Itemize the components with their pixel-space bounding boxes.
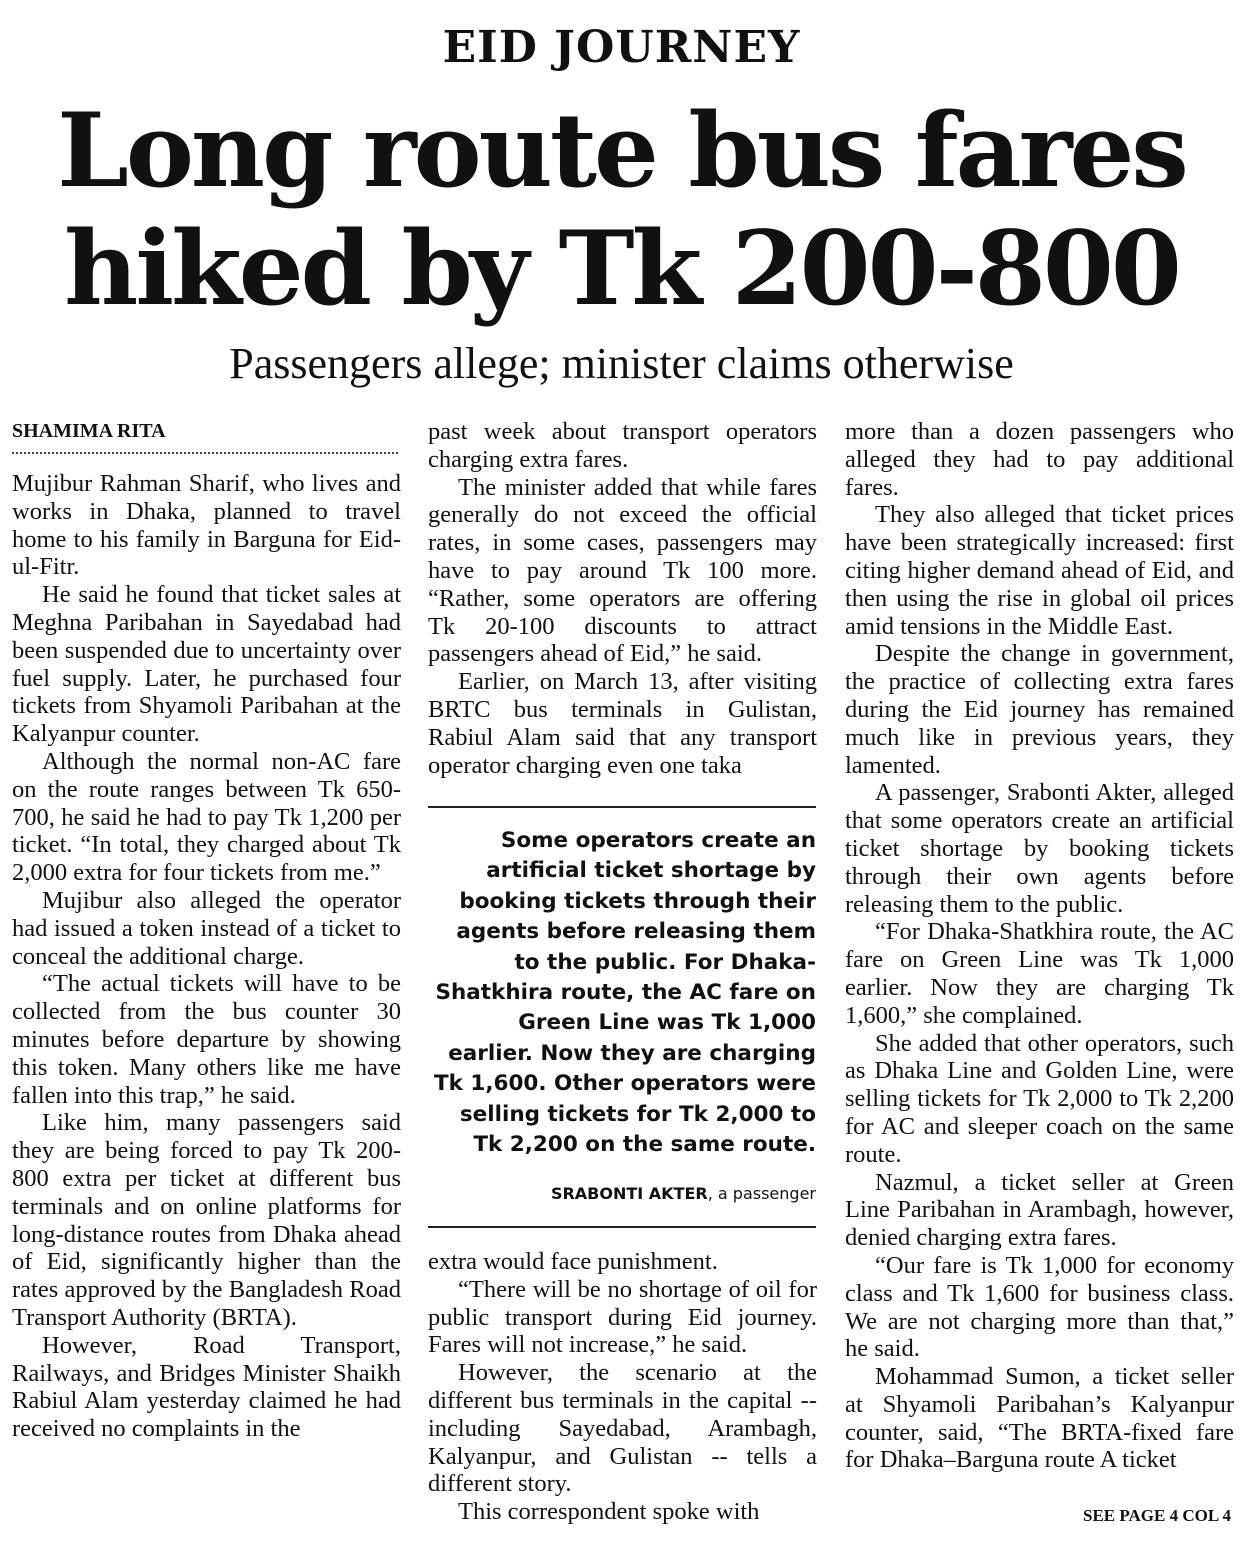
paragraph: Although the normal non-AC fare on the route ranges between Tk 650-700, he said he had to pay Tk 1,200 per ticket. “In total, they charged about Tk 2,000 extra for four tickets from me.” — [12, 747, 401, 887]
paragraph: “Our fare is Tk 1,000 for economy class and Tk 1,600 for business class. We are not charging more than that,” he said. — [845, 1251, 1234, 1363]
headline — [0, 92, 1243, 328]
column-2-top — [428, 418, 817, 779]
column-3 — [845, 418, 1234, 1474]
paragraph: However, the scenario at the different bus terminals in the capital -- including Sayedabad, Arambagh, Kalyanpur, and Gulistan -- tells a different story. — [428, 1359, 817, 1498]
paragraph: Mujibur also alleged the operator had issued a token instead of a ticket to conceal the additional charge. — [12, 886, 401, 970]
paragraph: Mujibur Rahman Sharif, who lives and works in Dhaka, planned to travel home to his family in Barguna for Eid-ul-Fitr. — [12, 470, 401, 581]
pull-quote-bottom-rule — [428, 1226, 816, 1228]
headline-line-2: hiked by Tk 200-800 — [64, 209, 1179, 329]
headline-line-1: Long route bus fares — [57, 91, 1186, 211]
pull-quote-attribution — [428, 1184, 816, 1203]
paragraph: “The actual tickets will have to be collected from the bus counter 30 minutes before departure by showing this token. Many others like me have fallen into this trap,” he said. — [12, 970, 401, 1109]
continuation-jump-line: SEE PAGE 4 COL 4 — [1083, 1506, 1231, 1525]
paragraph: The minister added that while fares generally do not exceed the official rates, in some cases, passengers may have to pay around Tk 100 more. “Rather, some operators are offering Tk 20-100 discounts to attract passengers ahead of Eid,” he said. — [428, 473, 817, 668]
byline-divider — [12, 452, 398, 454]
paragraph: She added that other operators, such as Dhaka Line and Golden Line, were selling tickets for Tk 2,000 to Tk 2,200 for AC and sleeper coach on the same route. — [845, 1029, 1234, 1168]
pull-quote: Some operators create an artificial ticket shortage by booking tickets through their agents before releasing them to the public. For Dhaka-Shatkhira route, the AC fare on Green Line was Tk 1,000 earlier. Now they are charging Tk 1,600. Other operators were selling tickets for Tk 2,000 to Tk 2,200 on the same route. — [433, 828, 816, 1158]
paragraph: He said he found that ticket sales at Meghna Paribahan in Sayedabad had been suspended due to uncertainty over fuel supply. Later, he purchased four tickets from Shyamoli Paribahan at the Kalyanpur counter. — [12, 581, 401, 748]
paragraph: more than a dozen passengers who alleged they had to pay additional fares. — [845, 418, 1234, 501]
paragraph: Earlier, on March 13, after visiting BRTC bus terminals in Gulistan, Rabiul Alam said that any transport operator charging even one taka — [428, 668, 817, 779]
paragraph: They also alleged that ticket prices have been strategically increased: first citing higher demand ahead of Eid, and then using the rise in global oil prices amid tensions in the Middle East. — [845, 501, 1234, 640]
paragraph: A passenger, Srabonti Akter, alleged that some operators create an artificial ticket shortage by booking tickets through their own agents before releasing them to the public. — [845, 779, 1234, 918]
paragraph: Despite the change in government, the practice of collecting extra fares during the Eid journey has remained much like in previous years, they lamented. — [845, 640, 1234, 779]
paragraph: Nazmul, a ticket seller at Green Line Paribahan in Arambagh, however, denied charging extra fares. — [845, 1168, 1234, 1252]
attribution-role: , a passenger — [707, 1184, 816, 1203]
paragraph: “For Dhaka-Shatkhira route, the AC fare on Green Line was Tk 1,000 earlier. Now they are charging Tk 1,600,” she complained. — [845, 918, 1234, 1029]
pull-quote-top-rule — [428, 806, 816, 808]
paragraph: extra would face punishment. — [428, 1248, 718, 1275]
paragraph: Like him, many passengers said they are being forced to pay Tk 200-800 extra per ticket at different bus terminals and on online platforms for long-distance routes from Dhaka ahead of Eid, significantly higher than the rates approved by the Bangladesh Road Transport Authority (BRTA). — [12, 1109, 401, 1331]
paragraph: However, Road Transport, Railways, and Bridges Minister Shaikh Rabiul Alam yesterday claimed he had received no complaints in the — [12, 1331, 401, 1443]
subheadline: Passengers allege; minister claims otherwise — [229, 339, 1014, 388]
byline: SHAMIMA RITA — [12, 420, 166, 442]
kicker: EID JOURNEY — [442, 22, 801, 73]
column-1 — [12, 470, 401, 1443]
paragraph: “There will be no shortage of oil for public transport during Eid journey. Fares will not increase,” he said. — [428, 1275, 817, 1359]
paragraph: past week about transport operators charging extra fares. — [428, 418, 817, 473]
attribution-name: SRABONTI AKTER — [550, 1184, 708, 1203]
column-2-bottom — [428, 1248, 817, 1526]
paragraph: Mohammad Sumon, a ticket seller at Shyamoli Paribahan’s Kalyanpur counter, said, “The BRTA-fixed fare for Dhaka–Barguna route A ticket — [845, 1363, 1234, 1474]
paragraph: This correspondent spoke with — [458, 1498, 760, 1526]
